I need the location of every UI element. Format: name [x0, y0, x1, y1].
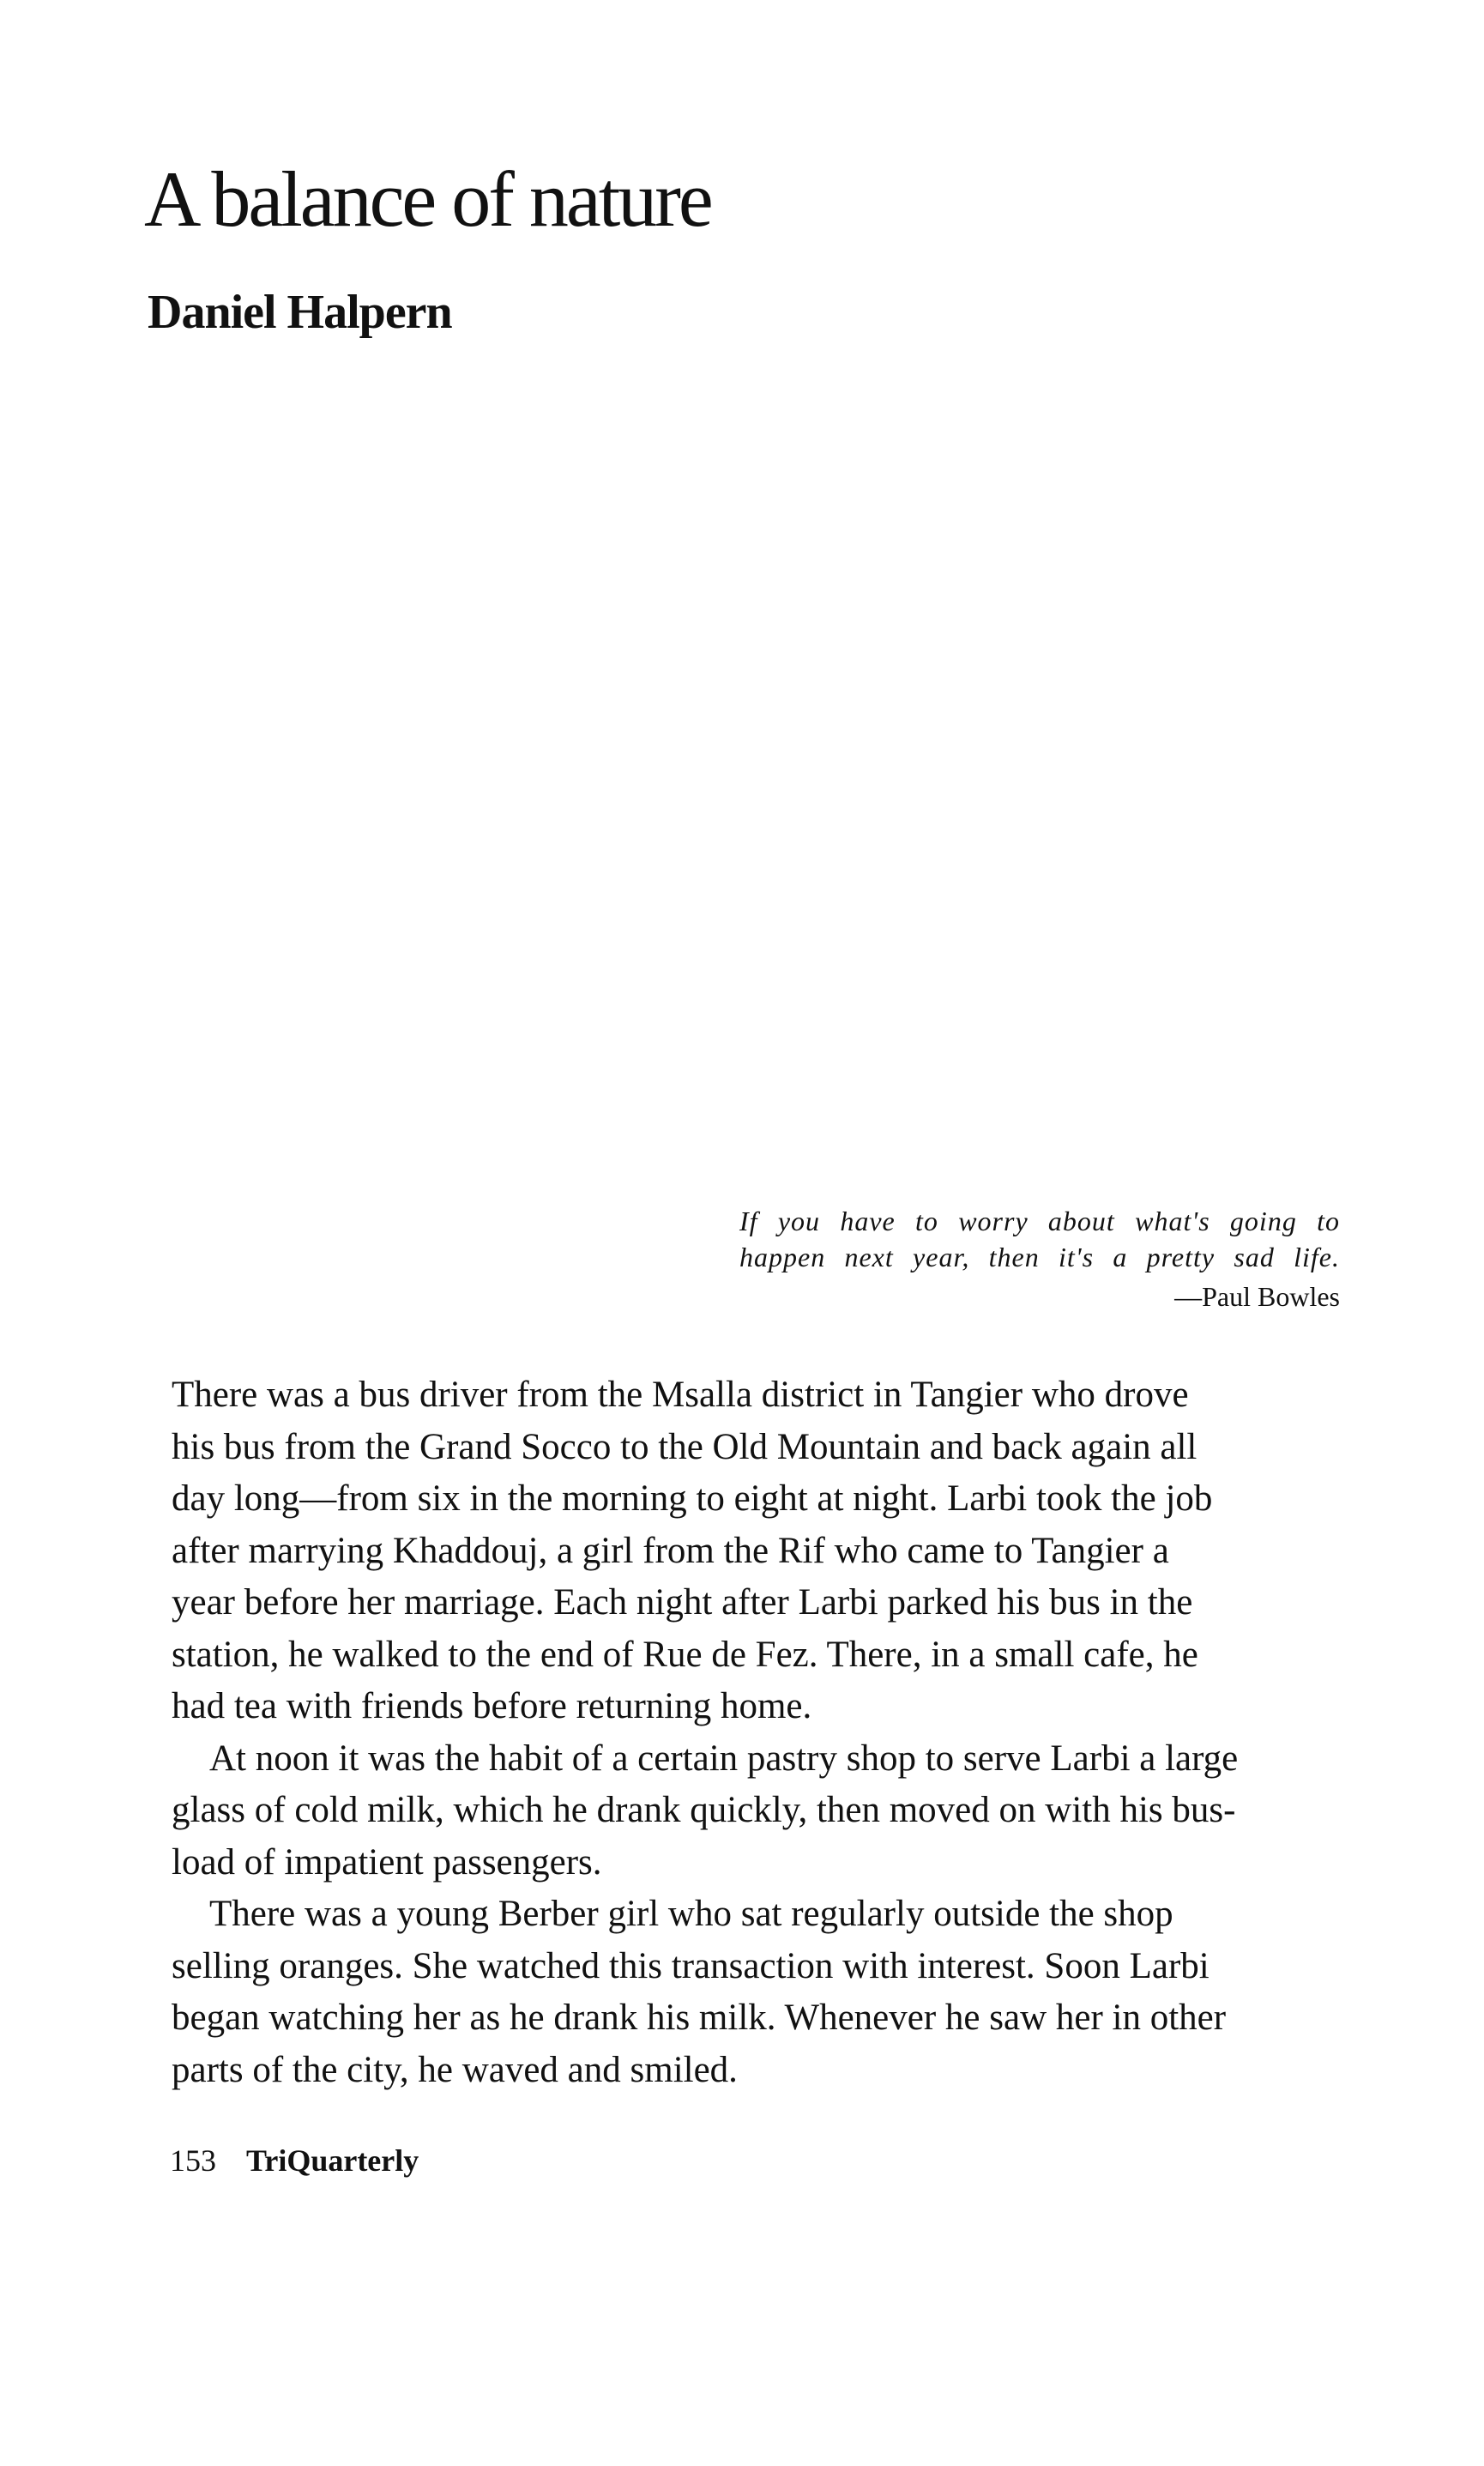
paragraph	[172, 1889, 1325, 2096]
text-line: his bus from the Grand Socco to the Old Mountain and back again all	[172, 1426, 1197, 1467]
text-line: There was a young Berber girl who sat regularly outside the shop	[209, 1894, 1173, 1934]
text-line: There was a bus driver from the Msalla district in Tangier who drove	[172, 1375, 1189, 1415]
paragraph	[172, 1733, 1325, 1889]
text-line: load of impatient passengers.	[172, 1841, 602, 1883]
author-name: Daniel Halpern	[148, 286, 452, 339]
text-line: glass of cold milk, which he drank quickly, then moved on with his bus-	[172, 1790, 1236, 1830]
epigraph-attribution: —Paul Bowles	[1174, 1281, 1340, 1312]
page-footer	[170, 2140, 419, 2181]
journal-name: TriQuarterly	[246, 2143, 419, 2178]
paragraph	[172, 1369, 1325, 1733]
text-line: year before her marriage. Each night after Larbi parked his bus in the	[172, 1582, 1193, 1623]
text-line: had tea with friends before returning home.	[172, 1686, 812, 1726]
text-line: day long—from six in the morning to eight at night. Larbi took the job	[172, 1478, 1213, 1519]
text-line: At noon it was the habit of a certain pastry shop to serve Larbi a large	[209, 1738, 1239, 1779]
text-line: station, he walked to the end of Rue de Fez. There, in a small cafe, he	[172, 1634, 1198, 1675]
article-title: A balance of nature	[144, 155, 711, 243]
epigraph-line: happen next year, then it's a pretty sad life.	[739, 1242, 1340, 1272]
epigraph	[739, 1203, 1340, 1315]
text-line: began watching her as he drank his milk. Whenever he saw her in other	[172, 1998, 1227, 2038]
text-line: parts of the city, he waved and smiled.	[172, 2049, 738, 2090]
text-line: after marrying Khaddouj, a girl from the Rif who came to Tangier a	[172, 1530, 1169, 1571]
article-body	[172, 1369, 1325, 2096]
epigraph-line: If you have to worry about what's going to	[739, 1206, 1340, 1236]
text-line: selling oranges. She watched this transaction with interest. Soon Larbi	[172, 1945, 1210, 1986]
page-number: 153	[170, 2143, 216, 2178]
epigraph-quote	[739, 1203, 1340, 1275]
